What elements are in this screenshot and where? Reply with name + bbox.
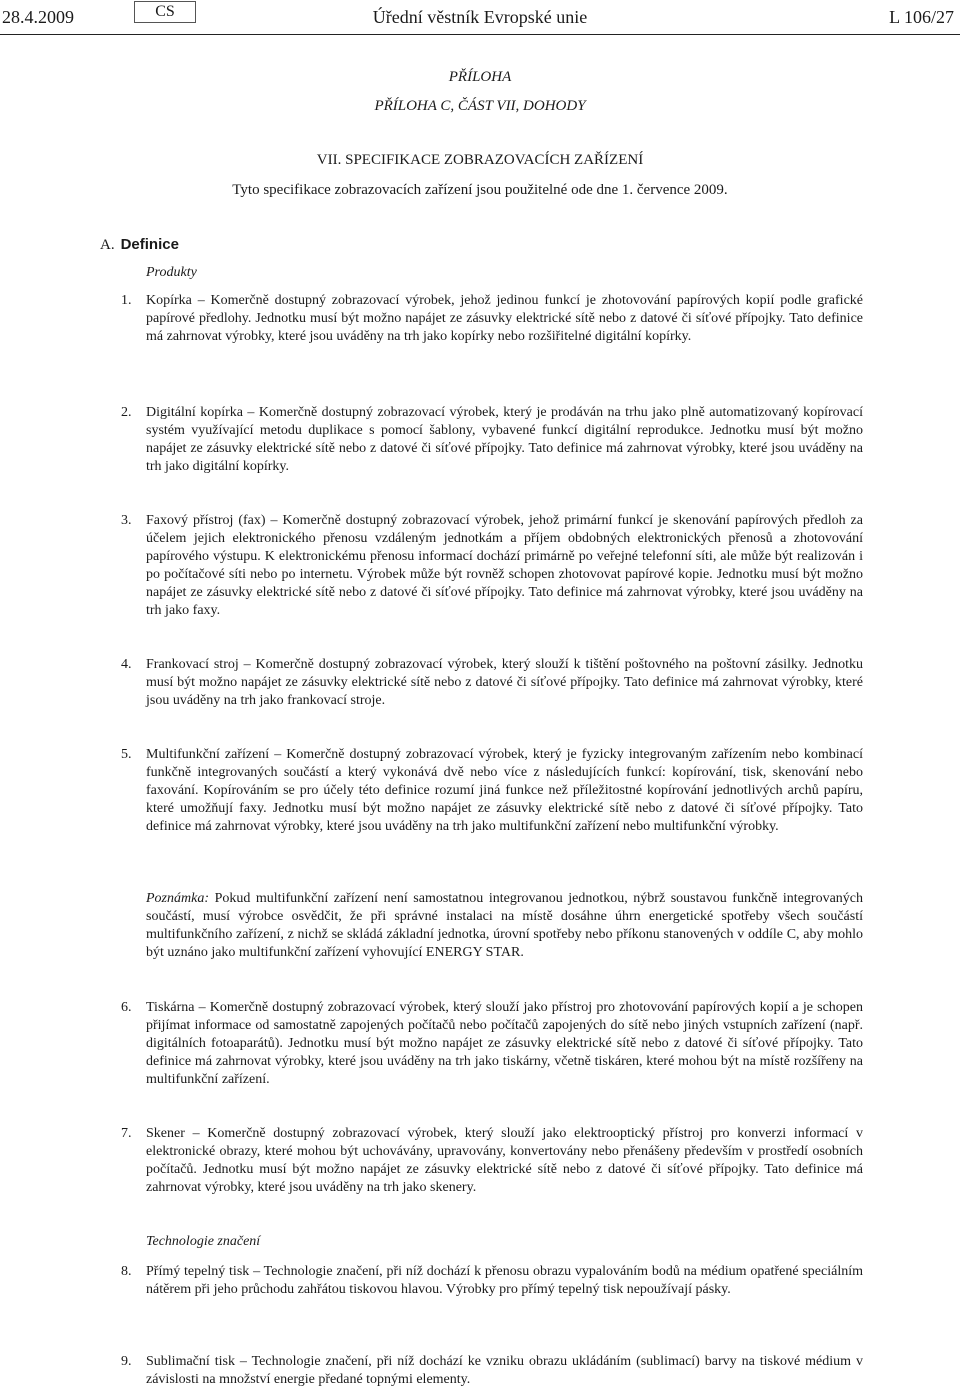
item-number: 9.	[121, 1354, 132, 1369]
note-text: Pokud multifunkční zařízení není samostatnou integrovanou jednotkou, nýbrž soustavou funkčně integrovaných součástí, musí výrobce osvědčit, že při správné instalaci na místě dosáhne úhrn energetické spotřeby všech součástí multifunkčního zařízení, z nichž se skládá základní jednotka, úrovní spotřeby nebo příkonu stanovených v oddíle C, aby mohlo být uznáno jako multifunkční zařízení vyhovující ENERGY STAR.	[146, 891, 864, 960]
page-number: L 106/27	[889, 7, 954, 27]
annex-title: PŘÍLOHA	[448, 69, 512, 85]
item-number: 8.	[121, 1264, 132, 1279]
note-label: Poznámka:	[146, 891, 209, 906]
section-title: VII. SPECIFIKACE ZOBRAZOVACÍCH ZAŘÍZENÍ	[316, 152, 644, 168]
item-text: Frankovací stroj – Komerčně dostupný zobrazovací výrobek, který slouží k tištění poštovného na poštovní zásilky. Jednotku musí být možno napájet ze zásuvky elektrické sítě nebo z datové či síťové přípojky. Tato definice má zahrnovat výrobky, které jsou uváděny na trh jako frankovací stroje.	[146, 657, 863, 708]
item-text: Skener – Komerčně dostupný zobrazovací výrobek, který slouží jako elektrooptický přístroj pro konverzi informací v elektronické obrazy, které mohou být uchovávány, upravovány, konvertovány nebo přenášeny především v prostředí osobních počítačů. Jednotku musí být možno napájet ze zásuvky elektrické sítě nebo z datové či síťové přípojky. Tato definice má zahrnovat výrobky, které jsou uváděny na trh jako skenery.	[146, 1126, 863, 1195]
item-number: 7.	[121, 1126, 132, 1141]
item-text: Digitální kopírka – Komerčně dostupný zobrazovací výrobek, který je prodáván na trhu jako plně automatizovaný kopírovací systém využívající metodu duplikace s pomocí šablony, vybavené funkcí digitální reprodukce. Jednotku musí být možno napájet ze zásuvky elektrické sítě nebo z datové či síťové přípojky. Tato definice má zahrnovat výrobky, které jsou uváděny na trh jako digitální kopírky.	[146, 405, 863, 474]
item-text: Faxový přístroj (fax) – Komerčně dostupný zobrazovací výrobek, jehož primární funkcí je skenování papírových předloh za účelem jejich elektronického přenosu vzdáleným jednotkám a příjem obdobných elektronických přenosů a zhotovování papírového výstupu. K elektronickému přenosu informací dochází primárně po veřejné telefonní síti, ale může být realizován i po počítačové síti nebo po internetu. Výrobek může být rovněž schopen zhotovovat papírové kopie. Jednotku musí být možno napájet ze zásuvky elektrické sítě nebo z datové či síťové přípojky. Tato definice má zahrnovat výrobky, které jsou uváděny na trh jako faxy.	[146, 513, 863, 618]
item-number: 1.	[121, 293, 132, 308]
item-number: 3.	[121, 513, 132, 528]
section-a-title: Definice	[120, 236, 179, 253]
subheading-marking-technology: Technologie značení	[146, 1234, 261, 1249]
item-number: 4.	[121, 657, 132, 672]
item-text: Sublimační tisk – Technologie značení, při níž dochází ke vzniku obrazu ukládáním (sublimací) barvy na tiskové médium v závislosti na množství energie předané topnými elementy.	[146, 1354, 863, 1387]
section-a-heading	[100, 236, 179, 254]
item-text: Tiskárna – Komerčně dostupný zobrazovací výrobek, který slouží jako přístroj pro zhotovování papírových kopií a je schopen přijímat informace od samostatně zapojených počítačů nebo počítačů zapojených do sítě nebo jiných vstupních zařízení (např. digitálních fotoaparátů). Jednotku musí být možno napájet ze zásuvky elektrické sítě nebo z datové či síťové přípojky. Tato definice má zahrnovat výrobky, které jsou uváděny na trh jako tiskárny, včetně tiskáren, které mohou být na místě rozšířeny na multifunkční zařízení.	[146, 1000, 863, 1087]
subheading-products: Produkty	[146, 265, 197, 280]
item-text: Multifunkční zařízení – Komerčně dostupný zobrazovací výrobek, který je fyzicky integrovaným zařízením nebo kombinací funkčně integrovaných součástí a který vykonává dvě nebo více z následujících funkcí: kopírování, tisk, skenování nebo faxování. Kopírováním se pro účely této definice rozumí jiná funkce než příležitostné kopírování jednotlivých archů papíru, které umožňují faxy. Jednotku musí být možno napájet ze zásuvky elektrické sítě nebo z datové či síťové přípojky. Tato definice má zahrnovat výrobky, které jsou uváděny na trh jako multifunkční zařízení nebo multifunkční výrobky.	[146, 747, 863, 834]
item-number: 2.	[121, 405, 132, 420]
applicability-statement: Tyto specifikace zobrazovacích zařízení jsou použitelné ode dne 1. července 2009.	[232, 182, 728, 198]
section-a-number: A.	[100, 237, 115, 253]
item-text: Kopírka – Komerčně dostupný zobrazovací výrobek, jehož jedinou funkcí je zhotovování papírových kopií podle grafické papírové předlohy. Jednotku musí být možno napájet ze zásuvky elektrické sítě nebo z datové či síťové přípojky. Tato definice má zahrnovat výrobky, které jsou uváděny na trh jako kopírky nebo rozšiřitelné digitální kopírky.	[146, 293, 863, 344]
header-divider	[0, 34, 960, 35]
annex-subtitle: PŘÍLOHA C, ČÁST VII, DOHODY	[374, 98, 586, 114]
item-number: 6.	[121, 1000, 132, 1015]
page-header	[0, 0, 960, 38]
journal-title: Úřední věstník Evropské unie	[372, 7, 588, 27]
language-badge: CS	[134, 1, 196, 23]
item-text: Přímý tepelný tisk – Technologie značení, při níž dochází k přenosu obrazu vypalováním bodů na médium opatřené speciálním nátěrem při jeho průchodu zahřátou tiskovou hlavou. Výrobky pro přímý tepelný tisk nepoužívají pásky.	[146, 1264, 863, 1297]
publication-date: 28.4.2009	[2, 7, 74, 27]
note-paragraph	[146, 890, 863, 962]
item-number: 5.	[121, 747, 132, 762]
